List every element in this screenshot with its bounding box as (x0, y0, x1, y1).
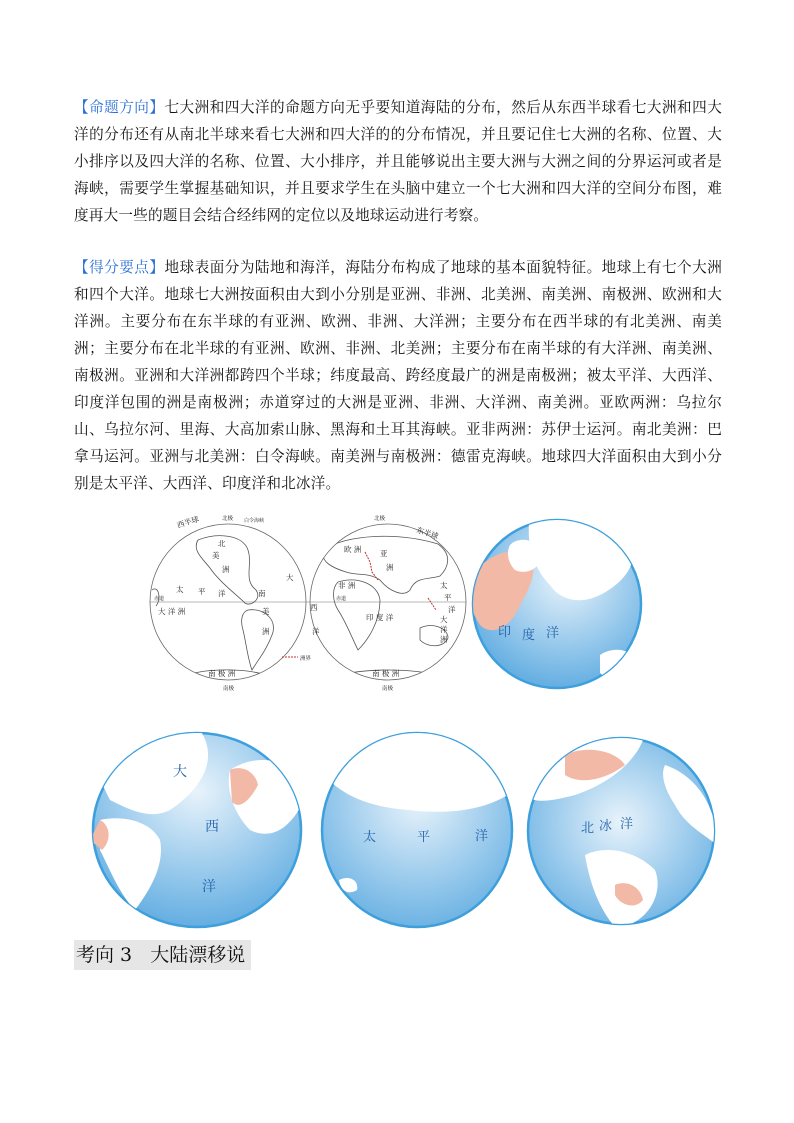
key-points-text: 地球表面分为陆地和海洋，海陆分布构成了地球的基本面貌特征。地球上有七个大洲和四个大洋。地球七大洲按面积由大到小分别是亚洲、非洲、北美洲、南美洲、南极洲、欧洲和大洋洲。主要分布在东半球的有亚洲、欧洲、非洲、大洋洲；主要分布在西半球的有北美洲、南美洲；主要分布在北半球的有亚洲、欧洲、非洲、北美洲；主要分布在南半球的有大洋洲、南美洲、南极洲。亚洲和大洋洲都跨四个半球；纬度最高、跨经度最广的洲是南极洲；被太平洋、大西洋、印度洋包围的洲是南极洲；赤道穿过的大洲是亚洲、非洲、大洋洲、南美洲。亚欧两洲：乌拉尔山、乌拉尔河、里海、大高加索山脉、黑海和土耳其海峡。亚非两洲：苏伊士运河。南北美洲：巴拿马运河。亚洲与北美洲：白令海峡。南美洲与南极洲：德雷克海峡。地球四大洋面积由大到小分别是太平洋、大西洋、印度洋和北冰洋。 (74, 259, 723, 492)
north-pole-right: 北极 (374, 516, 386, 522)
atlantic-2: 西 (205, 819, 219, 835)
oceania-right-3: 洲 (440, 635, 448, 644)
boundary-legend: 洲界 (300, 656, 312, 662)
indian-ocean-3: 洋 (546, 626, 560, 641)
south-pole-right: 南极 (382, 686, 394, 692)
globe-atlantic-ocean (90, 730, 304, 930)
arctic-3: 洋 (620, 817, 634, 832)
africa-label: 非 洲 (338, 581, 356, 590)
europe-label: 欧 洲 (344, 545, 362, 554)
na-1: 北 (218, 539, 226, 548)
exam-direction-tag: 【命题方向】 (74, 99, 165, 116)
pacific-right-2: 平 (444, 593, 452, 602)
pacific-left-1: 太 (176, 585, 184, 594)
sa-1: 南 (258, 589, 266, 598)
paragraph-exam-direction (74, 94, 722, 229)
oceania-right-2: 洋 (440, 625, 448, 634)
atlantic-3: 洋 (202, 879, 216, 895)
key-points-tag: 【得分要点】 (74, 259, 165, 276)
globe-indian-ocean (470, 515, 645, 693)
arctic-2: 冰 (599, 819, 613, 834)
section-heading (74, 940, 251, 970)
west-hemisphere-label: 西半球 (175, 514, 201, 530)
pacific-3: 洋 (475, 829, 489, 844)
east-hemisphere-label: 东半球 (415, 525, 440, 541)
pacific-2: 平 (417, 830, 431, 845)
indian-ocean-2: 度 (522, 628, 536, 643)
heading-title: 大陆漂移说 (150, 944, 246, 966)
sa-3: 洲 (262, 627, 270, 636)
antarctica-right: 南 极 洲 (372, 669, 400, 678)
atlantic-left: 大 (286, 573, 294, 582)
asia-2: 洲 (386, 563, 394, 572)
bering-strait-label: 白令海峡 (244, 518, 265, 524)
arctic-1: 北 (581, 821, 595, 836)
globe-pacific-ocean (319, 730, 515, 930)
equator-left: 赤道 (154, 596, 165, 602)
equator-right: 赤道 (336, 596, 347, 602)
indian-label: 印 度 洋 (366, 613, 394, 622)
pacific-right-1: 太 (440, 581, 448, 590)
globe-arctic-ocean (525, 735, 717, 927)
atlantic-right-west: 西 (310, 603, 318, 612)
na-3: 洲 (222, 565, 230, 574)
paragraph-key-points (74, 254, 722, 497)
atlantic-right-ocean: 洋 (312, 627, 320, 636)
atlantic-1: 大 (173, 764, 187, 780)
oceania-left: 大 洋 洲 (158, 607, 186, 616)
pacific-1: 太 (363, 830, 377, 845)
pacific-left-2: 平 (198, 587, 206, 596)
na-2: 美 (212, 551, 220, 560)
antarctica-left: 南 极 洲 (208, 669, 236, 678)
heading-label: 考向 3 (76, 944, 133, 966)
exam-direction-text: 七大洲和四大洋的命题方向无乎要知道海陆的分布，然后从东西半球看七大洲和四大洋的分布还有从南北半球来看七大洲和四大洋的的分布情况，并且要记住七大洲的名称、位置、大小排序以及四大洋的名称、位置、大小排序，并且能够说出主要大洲与大洲之间的分界运河或者是海峡，需要学生掌握基础知识，并且要求学生在头脑中建立一个七大洲和四大洋的空间分布图，难度再大一些的题目会结合经纬网的定位以及地球运动进行考察。 (74, 99, 723, 224)
hemisphere-map (148, 510, 468, 695)
north-pole-left: 北极 (222, 516, 234, 522)
pacific-left-3: 洋 (218, 589, 226, 598)
asia-1: 亚 (380, 549, 388, 558)
south-pole-left: 南极 (223, 686, 235, 692)
oceania-right-1: 大 (440, 615, 448, 624)
pacific-right-3: 洋 (448, 605, 456, 614)
sa-2: 美 (262, 607, 270, 616)
indian-ocean-1: 印 (498, 625, 512, 640)
